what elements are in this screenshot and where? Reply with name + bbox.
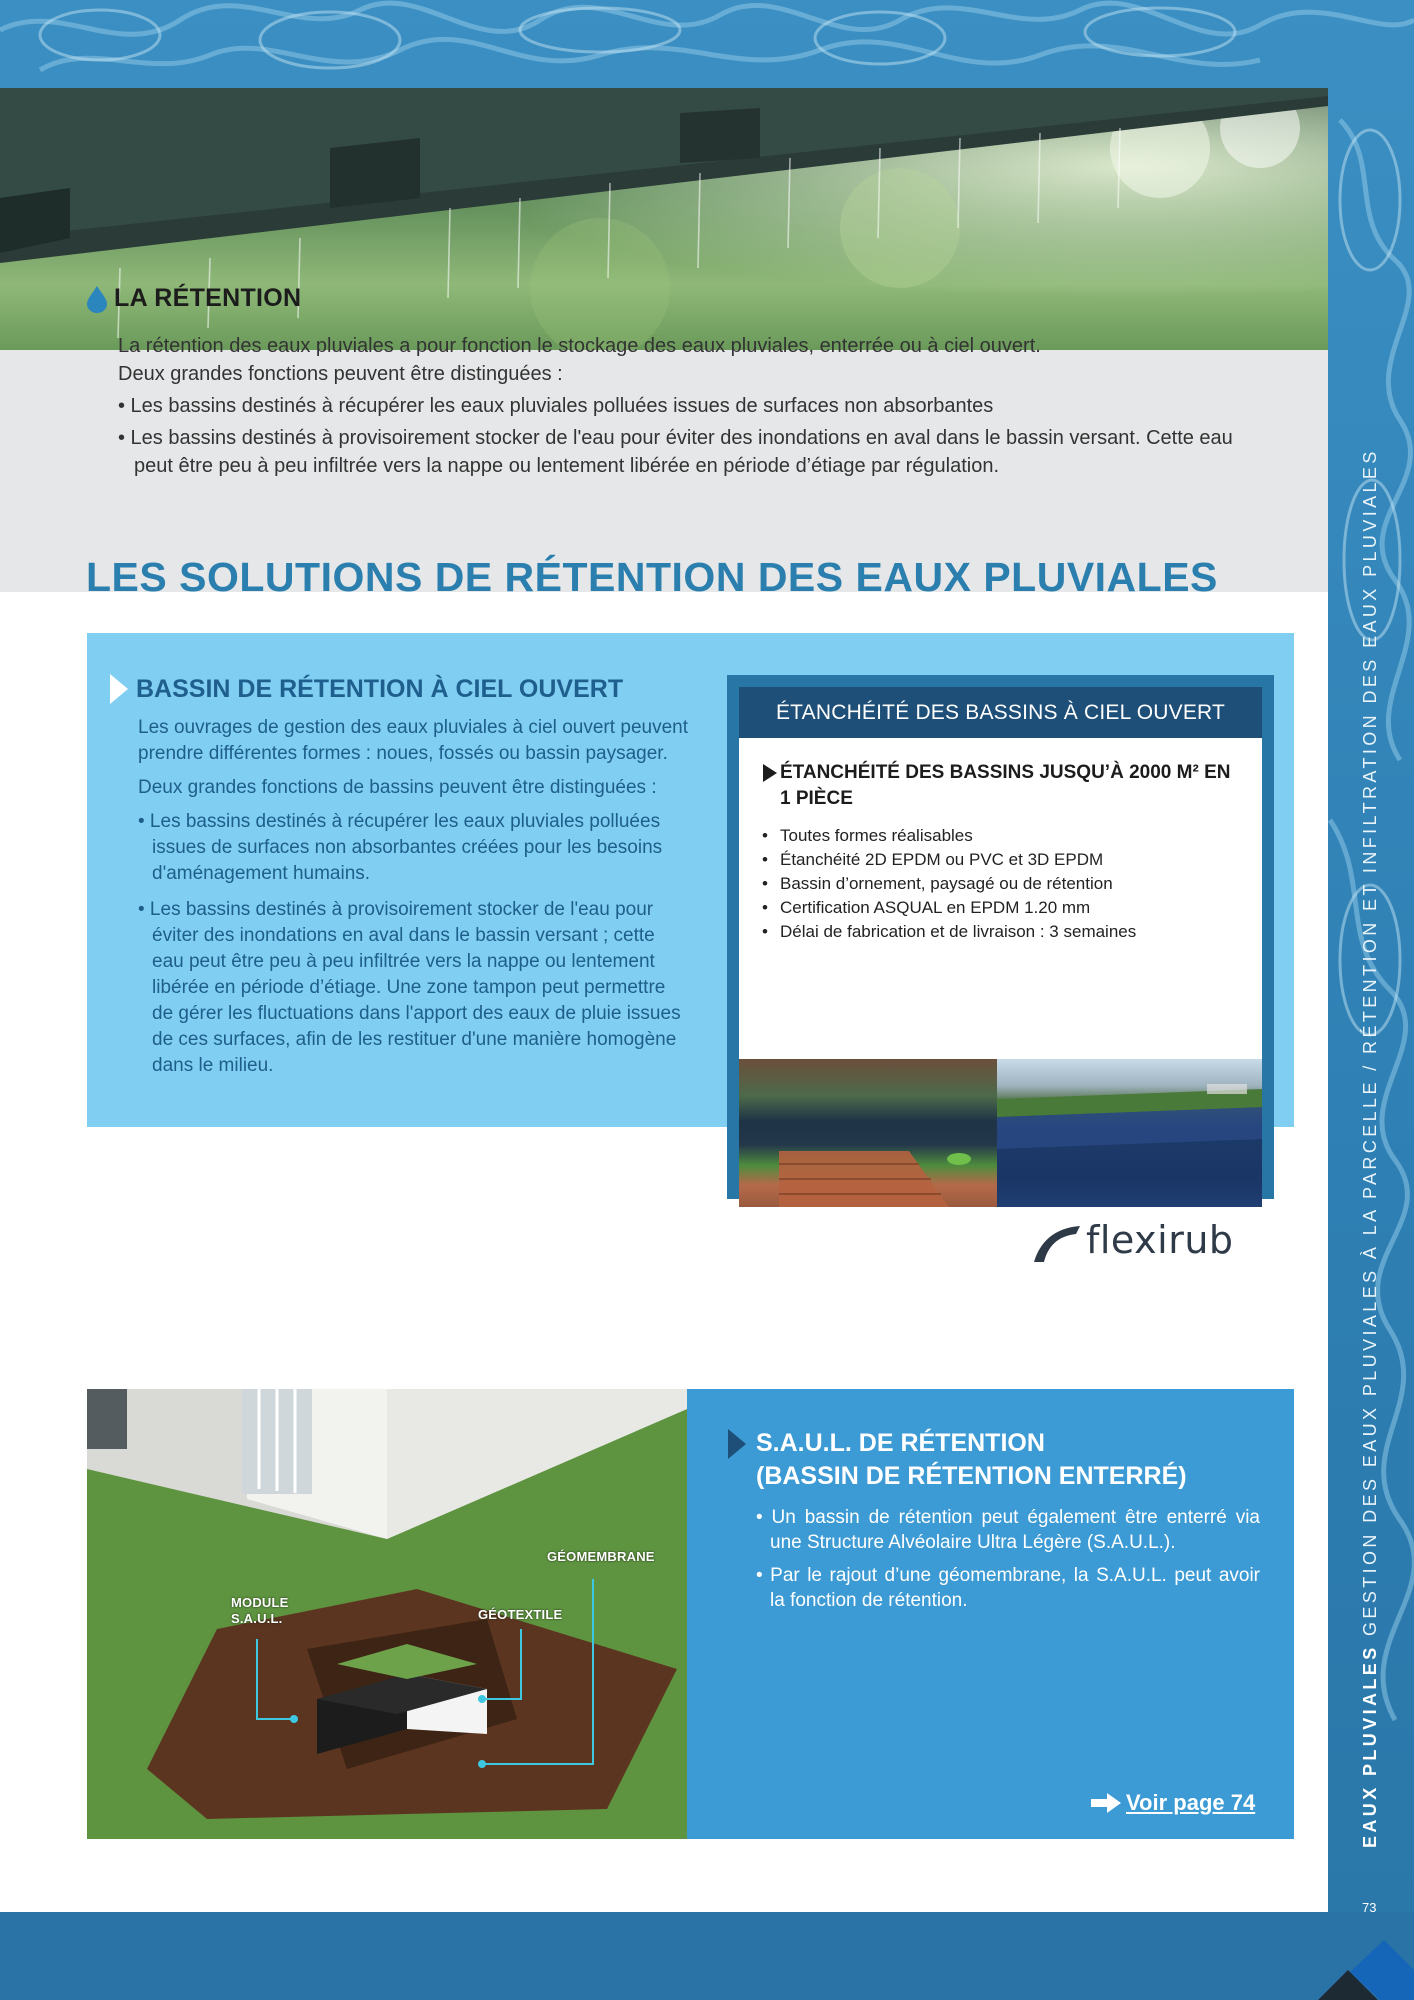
feature-item: • Toutes formes réalisables — [762, 824, 1242, 848]
label-module-line2: S.A.U.L. — [231, 1611, 283, 1626]
saul-title-line2: (BASSIN DE RÉTENTION ENTERRÉ) — [756, 1462, 1187, 1490]
saul-diagram-image — [87, 1389, 687, 1839]
retention-bullet-2: • Les bassins destinés à provisoirement stocker de l'eau pour éviter des inondations en aval dans le bassin versant. Cette eau peut être peu à peu infiltrée vers la nappe ou lentement libérée en période d’étiage par régulation. — [118, 427, 1233, 477]
see-page-link[interactable] — [1090, 1790, 1255, 1816]
feature-item: • Délai de fabrication et de livraison : 3 semaines — [762, 920, 1242, 944]
open-basin-bullet-2: • Les bassins destinés à provisoirement stocker de l'eau pour éviter des inondations en aval dans le bassin versant ; cette eau peut être peu à peu infiltrée vers la nappe ou lentement libérée en période d’étiage. Une zone tampon peut permettre de gérer les fluctuations dans l'apport des eaux de pluie issues de ces surfaces, afin de les restituer d'une manière homogène dans le milieu. — [138, 899, 681, 1076]
retention-title — [86, 284, 301, 313]
retention-intro-1: La rétention des eaux pluviales a pour fonction le stockage des eaux pluviales, enterrée ou à ciel ouvert. — [118, 335, 1041, 357]
saul-bullet-1: • Un bassin de rétention peut également être enterré via une Structure Alvéolaire Ultra Légère (S.A.U.L.). — [756, 1507, 1260, 1553]
pool-photo-1 — [739, 1059, 997, 1207]
product-card-features — [762, 824, 1242, 944]
label-geotextile: GÉOTEXTILE — [478, 1607, 563, 1622]
triangle-marker-icon — [726, 1427, 748, 1461]
flexirub-logo-icon — [1030, 1222, 1084, 1264]
corner-decoration — [0, 1912, 1414, 2000]
page-number: 73 — [1362, 1900, 1377, 1915]
pool-deck-illustration — [739, 1059, 997, 1207]
feature-item: • Bassin d’ornement, paysagé ou de rétention — [762, 872, 1242, 896]
saul-title — [756, 1427, 1187, 1493]
triangle-marker-icon — [762, 763, 778, 783]
open-basin-p1: Les ouvrages de gestion des eaux pluviales à ciel ouvert peuvent prendre différentes formes : noues, fossés ou bassin paysager. — [138, 717, 688, 764]
open-basin-heading — [108, 672, 623, 706]
retention-intro-2: Deux grandes fonctions peuvent être distinguées : — [118, 363, 563, 385]
see-page-link-text[interactable]: Voir page 74 — [1126, 1790, 1256, 1815]
brand-logo-text: flexirub — [1086, 1218, 1234, 1262]
open-basin-text — [138, 715, 688, 1089]
saul-bullet-2: • Par le rajout d’une géomembrane, la S.A.U.L. peut avoir la fonction de rétention. — [756, 1565, 1260, 1611]
feature-item: • Étanchéité 2D EPDM ou PVC et 3D EPDM — [762, 848, 1242, 872]
saul-text — [756, 1505, 1260, 1621]
pool-photo-2 — [997, 1059, 1262, 1207]
saul-heading — [726, 1427, 1187, 1493]
retention-text — [118, 332, 1268, 480]
label-module-saul — [231, 1595, 289, 1627]
label-module-line1: MODULE — [231, 1595, 289, 1610]
side-title-rest: GESTION DES EAUX PLUVIALES À LA PARCELLE / RÉTENTION ET INFILTRATION DES EAUX PLUVIALES — [1360, 448, 1380, 1645]
open-basin-title: BASSIN DE RÉTENTION À CIEL OUVERT — [136, 674, 624, 703]
main-heading: LES SOLUTIONS DE RÉTENTION DES EAUX PLUVIALES — [86, 554, 1218, 600]
arrow-right-icon — [1090, 1792, 1122, 1814]
retention-basin-illustration — [997, 1059, 1262, 1207]
label-geomembrane: GÉOMEMBRANE — [547, 1549, 655, 1564]
retention-title-text: LA RÉTENTION — [114, 284, 302, 312]
side-title-bold: EAUX PLUVIALES — [1360, 1644, 1380, 1848]
feature-item: • Certification ASQUAL en EPDM 1.20 mm — [762, 896, 1242, 920]
water-drop-icon — [86, 285, 108, 313]
bottom-band — [0, 1912, 1414, 2000]
retention-bullet-1: • Les bassins destinés à récupérer les eaux pluviales polluées issues de surfaces non absorbantes — [118, 395, 994, 417]
saul-title-line1: S.A.U.L. DE RÉTENTION — [756, 1429, 1045, 1457]
saul-diagram-illustration — [87, 1389, 687, 1839]
triangle-marker-icon — [108, 672, 130, 706]
open-basin-bullet-1: • Les bassins destinés à récupérer les eaux pluviales polluées issues de surfaces non absorbantes créées pour les besoins d'aménagement humains. — [138, 811, 663, 884]
product-card-banner: ÉTANCHÉITÉ DES BASSINS À CIEL OUVERT — [739, 687, 1262, 738]
vertical-section-title — [1360, 448, 1381, 1848]
open-basin-p2: Deux grandes fonctions de bassins peuvent être distinguées : — [138, 777, 657, 798]
product-card-subtitle-text: ÉTANCHÉITÉ DES BASSINS JUSQU’À 2000 M² EN 1 PIÈCE — [780, 762, 1231, 809]
product-card-subtitle — [762, 760, 1242, 812]
